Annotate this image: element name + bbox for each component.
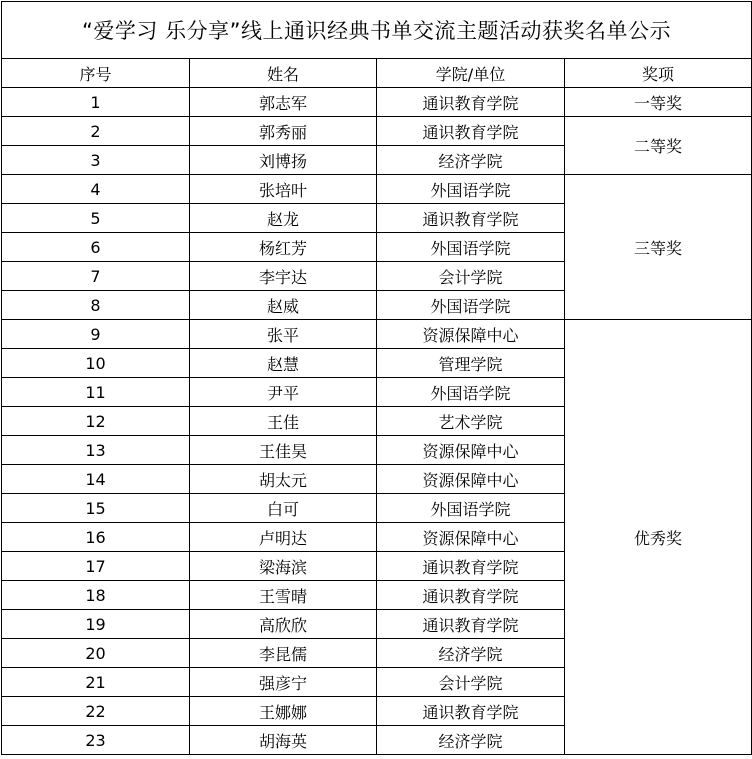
row-unit: 资源保障中心 bbox=[377, 465, 565, 494]
row-unit: 经济学院 bbox=[377, 639, 565, 668]
row-name: 刘博扬 bbox=[190, 146, 377, 175]
row-unit: 外国语学院 bbox=[377, 291, 565, 320]
header-name: 姓名 bbox=[190, 59, 377, 88]
header-row bbox=[2, 59, 752, 88]
row-number: 4 bbox=[2, 175, 190, 204]
row-name: 王娜娜 bbox=[190, 697, 377, 726]
row-name: 梁海滨 bbox=[190, 552, 377, 581]
row-name: 郭秀丽 bbox=[190, 117, 377, 146]
row-unit: 通识教育学院 bbox=[377, 697, 565, 726]
table-row bbox=[2, 320, 752, 349]
row-name: 王佳昊 bbox=[190, 436, 377, 465]
table-row bbox=[2, 117, 752, 146]
row-name: 王佳 bbox=[190, 407, 377, 436]
row-unit: 通识教育学院 bbox=[377, 88, 565, 117]
award-first: 一等奖 bbox=[565, 88, 752, 117]
row-name: 强彦宁 bbox=[190, 668, 377, 697]
row-name: 赵龙 bbox=[190, 204, 377, 233]
row-name: 赵慧 bbox=[190, 349, 377, 378]
row-number: 13 bbox=[2, 436, 190, 465]
row-name: 张培叶 bbox=[190, 175, 377, 204]
row-number: 7 bbox=[2, 262, 190, 291]
row-number: 6 bbox=[2, 233, 190, 262]
row-name: 胡海英 bbox=[190, 726, 377, 755]
row-unit: 经济学院 bbox=[377, 146, 565, 175]
row-name: 王雪晴 bbox=[190, 581, 377, 610]
row-unit: 通识教育学院 bbox=[377, 552, 565, 581]
row-unit: 艺术学院 bbox=[377, 407, 565, 436]
header-award: 奖项 bbox=[565, 59, 752, 88]
award-third: 三等奖 bbox=[565, 175, 752, 320]
award-second: 二等奖 bbox=[565, 117, 752, 175]
row-name: 胡太元 bbox=[190, 465, 377, 494]
row-unit: 通识教育学院 bbox=[377, 117, 565, 146]
row-unit: 管理学院 bbox=[377, 349, 565, 378]
row-unit: 外国语学院 bbox=[377, 378, 565, 407]
row-number: 16 bbox=[2, 523, 190, 552]
row-name: 卢明达 bbox=[190, 523, 377, 552]
row-name: 李昆儒 bbox=[190, 639, 377, 668]
row-unit: 资源保障中心 bbox=[377, 436, 565, 465]
row-name: 杨红芳 bbox=[190, 233, 377, 262]
row-number: 5 bbox=[2, 204, 190, 233]
row-unit: 外国语学院 bbox=[377, 233, 565, 262]
row-number: 12 bbox=[2, 407, 190, 436]
row-unit: 资源保障中心 bbox=[377, 523, 565, 552]
row-name: 张平 bbox=[190, 320, 377, 349]
row-number: 20 bbox=[2, 639, 190, 668]
row-number: 18 bbox=[2, 581, 190, 610]
row-number: 10 bbox=[2, 349, 190, 378]
table-title: “爱学习 乐分享”线上通识经典书单交流主题活动获奖名单公示 bbox=[2, 2, 752, 59]
row-unit: 通识教育学院 bbox=[377, 610, 565, 639]
row-name: 赵威 bbox=[190, 291, 377, 320]
award-excellent: 优秀奖 bbox=[565, 320, 752, 755]
row-unit: 通识教育学院 bbox=[377, 581, 565, 610]
row-unit: 经济学院 bbox=[377, 726, 565, 755]
row-number: 11 bbox=[2, 378, 190, 407]
row-name: 尹平 bbox=[190, 378, 377, 407]
row-number: 23 bbox=[2, 726, 190, 755]
row-number: 9 bbox=[2, 320, 190, 349]
row-number: 1 bbox=[2, 88, 190, 117]
row-unit: 会计学院 bbox=[377, 262, 565, 291]
row-unit: 外国语学院 bbox=[377, 175, 565, 204]
row-number: 21 bbox=[2, 668, 190, 697]
row-name: 郭志军 bbox=[190, 88, 377, 117]
row-number: 22 bbox=[2, 697, 190, 726]
row-number: 8 bbox=[2, 291, 190, 320]
row-name: 白可 bbox=[190, 494, 377, 523]
row-number: 2 bbox=[2, 117, 190, 146]
row-unit: 会计学院 bbox=[377, 668, 565, 697]
table-row bbox=[2, 88, 752, 117]
row-number: 17 bbox=[2, 552, 190, 581]
row-name: 李宇达 bbox=[190, 262, 377, 291]
row-number: 15 bbox=[2, 494, 190, 523]
row-number: 19 bbox=[2, 610, 190, 639]
header-unit: 学院/单位 bbox=[377, 59, 565, 88]
table-row bbox=[2, 175, 752, 204]
award-list-table bbox=[1, 1, 752, 755]
row-unit: 通识教育学院 bbox=[377, 204, 565, 233]
row-unit: 外国语学院 bbox=[377, 494, 565, 523]
row-number: 3 bbox=[2, 146, 190, 175]
row-number: 14 bbox=[2, 465, 190, 494]
header-number: 序号 bbox=[2, 59, 190, 88]
row-name: 高欣欣 bbox=[190, 610, 377, 639]
row-unit: 资源保障中心 bbox=[377, 320, 565, 349]
